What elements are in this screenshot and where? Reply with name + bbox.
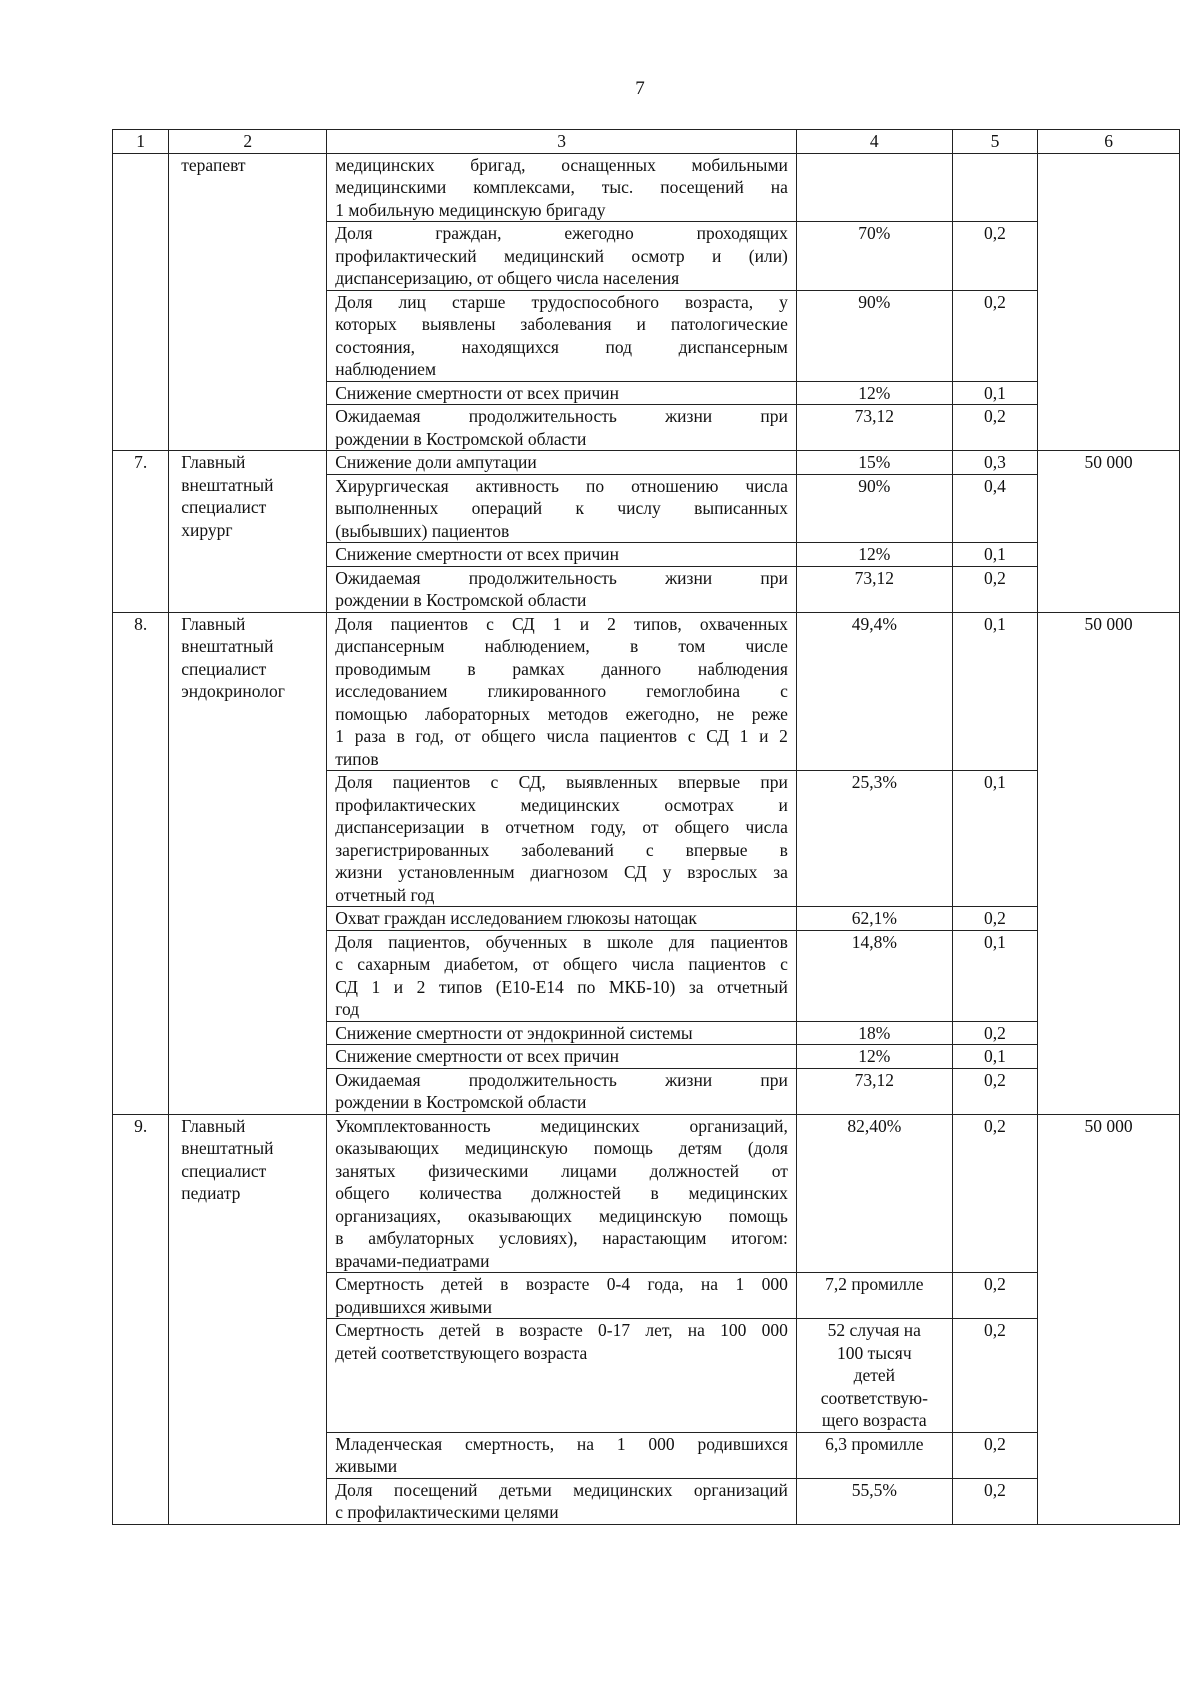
text-line: внештатный xyxy=(181,636,274,656)
table-row xyxy=(113,451,1180,475)
indicator-cell xyxy=(327,1114,797,1273)
text-line: Снижение смертности от эндокринной системы xyxy=(335,1022,693,1043)
weight-cell: 0,3 xyxy=(952,451,1037,475)
specialist-cell xyxy=(169,153,327,451)
weight-cell: 0,2 xyxy=(952,1478,1037,1524)
target-value-cell xyxy=(796,153,952,222)
indicator-cell xyxy=(327,543,797,567)
text-line: которых выявлены заболевания и патологические xyxy=(335,314,788,334)
target-value: щего возраста xyxy=(821,1410,927,1430)
text-line: (выбывших) пациентов xyxy=(335,520,510,541)
indicator-cell xyxy=(327,153,797,222)
text-line: Главный xyxy=(181,1115,246,1136)
text-line: медицинскими комплексами, тыс. посещений на xyxy=(335,177,788,197)
text-line: хирург xyxy=(181,519,233,540)
table-row xyxy=(113,612,1180,771)
table-row xyxy=(113,153,1180,222)
text-line: общего количества должностей в медицинских xyxy=(335,1183,788,1203)
row-number-cell xyxy=(113,153,169,451)
row-number-cell xyxy=(113,1114,169,1524)
text-line: Ожидаемая продолжительность жизни при xyxy=(335,1069,788,1090)
target-value-cell xyxy=(796,1319,952,1433)
target-value: 100 тысяч xyxy=(836,1342,912,1363)
weight-cell: 0,1 xyxy=(952,381,1037,405)
target-value-cell: 62,1% xyxy=(796,907,952,931)
weight-cell: 0,2 xyxy=(952,1432,1037,1478)
specialist-cell xyxy=(169,612,327,1114)
indicator-cell xyxy=(327,1021,797,1045)
page-number: 7 xyxy=(635,78,645,99)
header-row xyxy=(113,130,1180,154)
text-line: организациях, оказывающих медицинскую помощь xyxy=(335,1205,788,1226)
header-col-3: 3 xyxy=(327,130,797,154)
text-line: Смертность детей в возрасте 0-4 года, на 1 000 xyxy=(335,1274,788,1294)
text-line: родившихся живыми xyxy=(335,1296,492,1317)
text-line: с профилактическими целями xyxy=(335,1502,559,1522)
indicator-cell xyxy=(327,474,797,543)
indicator-cell xyxy=(327,907,797,931)
indicator-cell xyxy=(327,1273,797,1319)
target-value-cell: 90% xyxy=(796,474,952,543)
text-line: Младенческая смертность, на 1 000 родившихся xyxy=(335,1433,788,1454)
text-line: Доля пациентов с СД 1 и 2 типов, охваченных xyxy=(335,613,788,634)
text-line: Ожидаемая продолжительность жизни при xyxy=(335,567,788,588)
text-line: помощью лабораторных методов ежегодно, не реже xyxy=(335,703,788,724)
text-line: Доля лиц старше трудоспособного возраста, у xyxy=(335,291,788,312)
indicator-cell xyxy=(327,1319,797,1433)
weight-cell: 0,2 xyxy=(952,222,1037,291)
row-number-cell xyxy=(113,612,169,1114)
target-value-cell: 15% xyxy=(796,451,952,475)
text-line: Охват граждан исследованием глюкозы натощак xyxy=(335,908,697,928)
text-line: отчетный год xyxy=(335,884,435,905)
target-value-cell xyxy=(796,1432,952,1478)
target-value-cell: 90% xyxy=(796,290,952,381)
text-line: внештатный xyxy=(181,1138,274,1158)
specialist-cell xyxy=(169,451,327,613)
weight-cell: 0,2 xyxy=(952,1273,1037,1319)
indicator-cell xyxy=(327,222,797,291)
text-line: Главный xyxy=(181,613,246,634)
target-value: 52 случая на xyxy=(827,1320,921,1340)
target-value-cell xyxy=(796,1273,952,1319)
target-value-cell: 12% xyxy=(796,381,952,405)
indicator-cell xyxy=(327,1478,797,1524)
weight-cell: 0,2 xyxy=(952,405,1037,451)
target-value-cell: 18% xyxy=(796,1021,952,1045)
weight-cell: 0,2 xyxy=(952,907,1037,931)
text-line: специалист xyxy=(181,658,267,679)
text-line: диспансеризацию, от общего числа населения xyxy=(335,268,680,288)
target-value-cell: 73,12 xyxy=(796,566,952,612)
target-value-cell: 12% xyxy=(796,1045,952,1069)
weight-cell: 0,2 xyxy=(952,566,1037,612)
target-value: 6,3 промилле xyxy=(825,1433,924,1454)
text-line: Доля пациентов, обученных в школе для пациентов xyxy=(335,931,788,952)
text-line: занятых физическими лицами должностей от xyxy=(335,1160,788,1181)
text-line: рождении в Костромской области xyxy=(335,1092,587,1112)
target-value-cell xyxy=(796,1478,952,1524)
header-col-6: 6 xyxy=(1038,130,1180,154)
target-value: детей xyxy=(853,1365,896,1385)
text-line: специалист xyxy=(181,1160,267,1181)
text-line: эндокринолог xyxy=(181,681,285,701)
amount-cell xyxy=(1038,153,1180,451)
indicator-cell xyxy=(327,405,797,451)
text-line: СД 1 и 2 типов (Е10-Е14 по МКБ-10) за отчетный xyxy=(335,976,788,997)
weight-cell: 0,1 xyxy=(952,612,1037,771)
amount-cell: 50 000 xyxy=(1038,612,1180,1114)
indicator-cell xyxy=(327,771,797,907)
indicator-cell xyxy=(327,566,797,612)
text-line: с сахарным диабетом, от общего числа пациентов с xyxy=(335,954,788,974)
text-line: Хирургическая активность по отношению числа xyxy=(335,475,788,496)
row-number-cell xyxy=(113,451,169,613)
text-line: 1 мобильную медицинскую бригаду xyxy=(335,199,606,220)
text-line: Смертность детей в возрасте 0-17 лет, на 100 000 xyxy=(335,1320,788,1340)
text-line: профилактический медицинский осмотр и (или) xyxy=(335,245,788,266)
target-value-cell: 14,8% xyxy=(796,930,952,1021)
indicator-cell xyxy=(327,1045,797,1069)
weight-cell: 0,2 xyxy=(952,1021,1037,1045)
text-line: Снижение доли ампутации xyxy=(335,452,537,472)
amount-cell: 50 000 xyxy=(1038,1114,1180,1524)
target-value-cell: 49,4% xyxy=(796,612,952,771)
row-number: 7. xyxy=(134,452,148,472)
text-line: 1 раза в год, от общего числа пациентов с СД 1 и 2 xyxy=(335,726,788,746)
target-value-cell: 70% xyxy=(796,222,952,291)
text-line: Доля посещений детьми медицинских организаций xyxy=(335,1479,788,1500)
text-line: рождении в Костромской области xyxy=(335,428,587,449)
indicator-cell xyxy=(327,612,797,771)
text-line: врачами-педиатрами xyxy=(335,1250,490,1271)
text-line: диспансерным наблюдением, в том числе xyxy=(335,636,788,656)
header-col-5: 5 xyxy=(952,130,1037,154)
indicator-cell xyxy=(327,451,797,475)
weight-cell: 0,2 xyxy=(952,1319,1037,1433)
text-line: Ожидаемая продолжительность жизни при xyxy=(335,406,788,426)
text-line: Главный xyxy=(181,452,246,472)
amount-cell: 50 000 xyxy=(1038,451,1180,613)
text-line: внештатный xyxy=(181,474,274,495)
text-line: проводимым в рамках данного наблюдения xyxy=(335,658,788,679)
text-line: зарегистрированных заболеваний с впервые в xyxy=(335,839,788,860)
text-line: оказывающих медицинскую помощь детям (доля xyxy=(335,1138,788,1158)
indicators-table xyxy=(112,129,1180,1525)
text-line: Доля граждан, ежегодно проходящих xyxy=(335,223,788,243)
target-value-cell: 73,12 xyxy=(796,1068,952,1114)
target-value: 55,5% xyxy=(851,1479,897,1500)
indicator-cell xyxy=(327,930,797,1021)
text-line: Снижение смертности от всех причин xyxy=(335,544,619,564)
weight-cell: 0,1 xyxy=(952,771,1037,907)
text-line: исследованием гликированного гемоглобина с xyxy=(335,681,788,701)
text-line: рождении в Костромской области xyxy=(335,590,587,610)
weight-cell: 0,1 xyxy=(952,543,1037,567)
weight-cell: 0,2 xyxy=(952,1068,1037,1114)
target-value: соответствую- xyxy=(820,1387,928,1408)
text-line: Доля пациентов с СД, выявленных впервые при xyxy=(335,772,788,792)
text-line: наблюдением xyxy=(335,359,437,379)
text-line: диспансеризации в отчетном году, от общего числа xyxy=(335,817,788,837)
specialist-cell xyxy=(169,1114,327,1524)
text-line: живыми xyxy=(335,1456,398,1476)
indicator-cell xyxy=(327,1432,797,1478)
target-value-cell: 12% xyxy=(796,543,952,567)
weight-cell: 0,2 xyxy=(952,1114,1037,1273)
row-number: 8. xyxy=(134,613,148,634)
row-number: 9. xyxy=(134,1115,148,1136)
weight-cell: 0,1 xyxy=(952,930,1037,1021)
text-line: Снижение смертности от всех причин xyxy=(335,382,619,403)
target-value: 82,40% xyxy=(847,1115,902,1136)
target-value: 7,2 промилле xyxy=(825,1274,924,1294)
text-line: состояния, находящихся под диспансерным xyxy=(335,336,788,357)
target-value-cell: 25,3% xyxy=(796,771,952,907)
indicator-cell xyxy=(327,1068,797,1114)
specialist-name: терапевт xyxy=(181,154,246,175)
indicator-cell xyxy=(327,381,797,405)
text-line: год xyxy=(335,999,360,1019)
text-line: в амбулаторных условиях), нарастающим итогом: xyxy=(335,1228,788,1248)
header-col-4: 4 xyxy=(796,130,952,154)
indicator-cell xyxy=(327,290,797,381)
text-line: медицинских бригад, оснащенных мобильными xyxy=(335,154,788,175)
text-line: типов xyxy=(335,748,379,769)
text-line: детей соответствующего возраста xyxy=(335,1342,588,1363)
weight-cell: 0,1 xyxy=(952,1045,1037,1069)
text-line: Снижение смертности от всех причин xyxy=(335,1046,619,1066)
target-value-cell: 73,12 xyxy=(796,405,952,451)
text-line: педиатр xyxy=(181,1183,241,1203)
weight-cell: 0,4 xyxy=(952,474,1037,543)
header-col-2: 2 xyxy=(169,130,327,154)
text-line: профилактических медицинских осмотрах и xyxy=(335,794,788,815)
text-line: Укомплектованность медицинских организаций, xyxy=(335,1115,788,1136)
header-col-1: 1 xyxy=(113,130,169,154)
weight-cell xyxy=(952,153,1037,222)
text-line: специалист xyxy=(181,497,267,517)
text-line: выполненных операций к числу выписанных xyxy=(335,498,788,518)
weight-cell: 0,2 xyxy=(952,290,1037,381)
table-row xyxy=(113,1114,1180,1273)
text-line: жизни установленным диагнозом СД у взрослых за xyxy=(335,862,788,882)
target-value-cell xyxy=(796,1114,952,1273)
